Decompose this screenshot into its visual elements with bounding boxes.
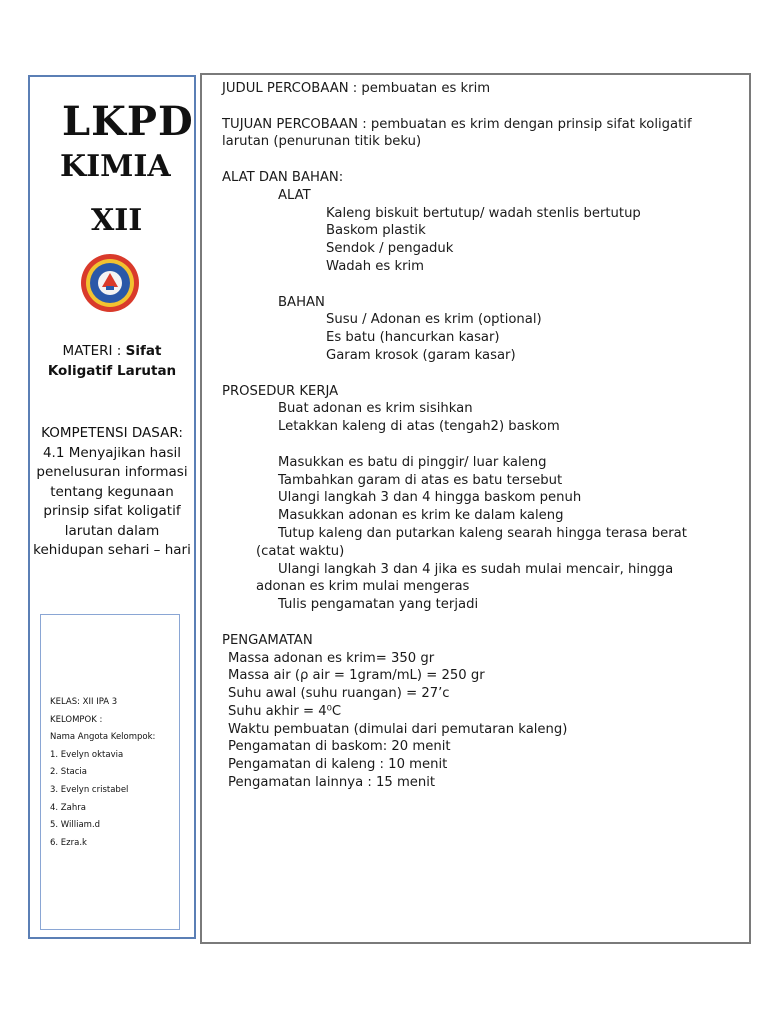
kelas-label: KELAS: XII IPA 3 <box>50 697 118 707</box>
pengamatan-item: Pengamatan lainnya : 15 menit <box>228 775 436 791</box>
tujuan-percobaan-line-1: TUJUAN PERCOBAAN : pembuatan es krim dengan prinsip sifat koligatif <box>222 116 692 132</box>
prosedur-step: Tambahkan garam di atas es batu tersebut <box>278 472 563 488</box>
alat-item: Kaleng biskuit bertutup/ wadah stenlis bertutup <box>326 205 641 221</box>
prosedur-step-continuation: (catat waktu) <box>256 543 345 559</box>
bahan-item: Es batu (hancurkan kasar) <box>326 330 500 346</box>
prosedur-step-continuation: adonan es krim mulai mengeras <box>256 579 470 595</box>
member-item: 6. Ezra.k <box>50 837 87 848</box>
materi-block <box>36 341 188 381</box>
tujuan-percobaan-line-2: larutan (penurunan titik beku) <box>222 134 422 150</box>
prosedur-step: Tulis pengamatan yang terjadi <box>278 597 479 613</box>
member-item: 2. Stacia <box>50 767 87 778</box>
alat-item: Baskom plastik <box>326 223 426 239</box>
alat-bahan-heading: ALAT DAN BAHAN: <box>222 169 344 185</box>
subject-title: KIMIA <box>60 149 171 184</box>
prosedur-step: Tutup kaleng dan putarkan kaleng searah hingga terasa berat <box>278 525 687 541</box>
pengamatan-item: Suhu akhir = 4⁰C <box>228 703 342 719</box>
kelompok-label: KELOMPOK : <box>50 714 103 725</box>
materi-label: MATERI : <box>62 343 122 359</box>
alat-heading: ALAT <box>278 187 311 203</box>
pengamatan-item: Pengamatan di kaleng : 10 menit <box>228 757 448 773</box>
judul-percobaan: JUDUL PERCOBAAN : pembuatan es krim <box>222 81 491 96</box>
member-item: 3. Evelyn cristabel <box>50 784 129 795</box>
bahan-item: Susu / Adonan es krim (optional) <box>326 312 542 328</box>
pengamatan-item: Pengamatan di baskom: 20 menit <box>228 739 451 755</box>
group-info <box>50 694 155 852</box>
member-item: 5. William.d <box>50 820 101 831</box>
prosedur-step: Buat adonan es krim sisihkan <box>278 401 473 417</box>
experiment-content <box>222 80 742 792</box>
bahan-heading: BAHAN <box>278 294 325 310</box>
anggota-label: Nama Angota Kelompok: <box>50 732 156 743</box>
prosedur-step: Ulangi langkah 3 dan 4 jika es sudah mulai mencair, hingga <box>278 561 674 577</box>
pengamatan-item: Massa air (ρ air = 1gram/mL) = 250 gr <box>228 668 485 684</box>
school-emblem-icon <box>80 253 140 313</box>
document-title: LKPD <box>62 98 194 145</box>
member-item: 4. Zahra <box>50 802 86 813</box>
prosedur-step: Ulangi langkah 3 dan 4 hingga baskom penuh <box>278 490 582 506</box>
prosedur-step: Masukkan es batu di pinggir/ luar kaleng <box>278 454 547 470</box>
kompetensi-text: 4.1 Menyajikan hasil penelusuran informasi tentang kegunaan prinsip sifat koligatif larutan dalam kehidupan sehari – hari <box>33 444 191 558</box>
member-item: 1. Evelyn oktavia <box>50 749 124 760</box>
kompetensi-label: KOMPETENSI DASAR: <box>41 425 183 441</box>
prosedur-step: Letakkan kaleng di atas (tengah2) baskom <box>278 419 560 435</box>
alat-item: Wadah es krim <box>326 258 425 274</box>
pengamatan-item: Massa adonan es krim= 350 gr <box>228 650 435 666</box>
pengamatan-heading: PENGAMATAN <box>222 632 313 648</box>
kompetensi-block <box>32 424 192 561</box>
pengamatan-item: Suhu awal (suhu ruangan) = 27’c <box>228 686 450 702</box>
prosedur-step: Masukkan adonan es krim ke dalam kaleng <box>278 508 564 524</box>
grade-title: XII <box>91 203 143 238</box>
pengamatan-item: Waktu pembuatan (dimulai dari pemutaran kaleng) <box>228 721 568 737</box>
materi-value: Sifat Koligatif Larutan <box>47 343 177 379</box>
bahan-item: Garam krosok (garam kasar) <box>326 347 516 363</box>
alat-item: Sendok / pengaduk <box>326 241 454 257</box>
prosedur-heading: PROSEDUR KERJA <box>222 383 339 399</box>
